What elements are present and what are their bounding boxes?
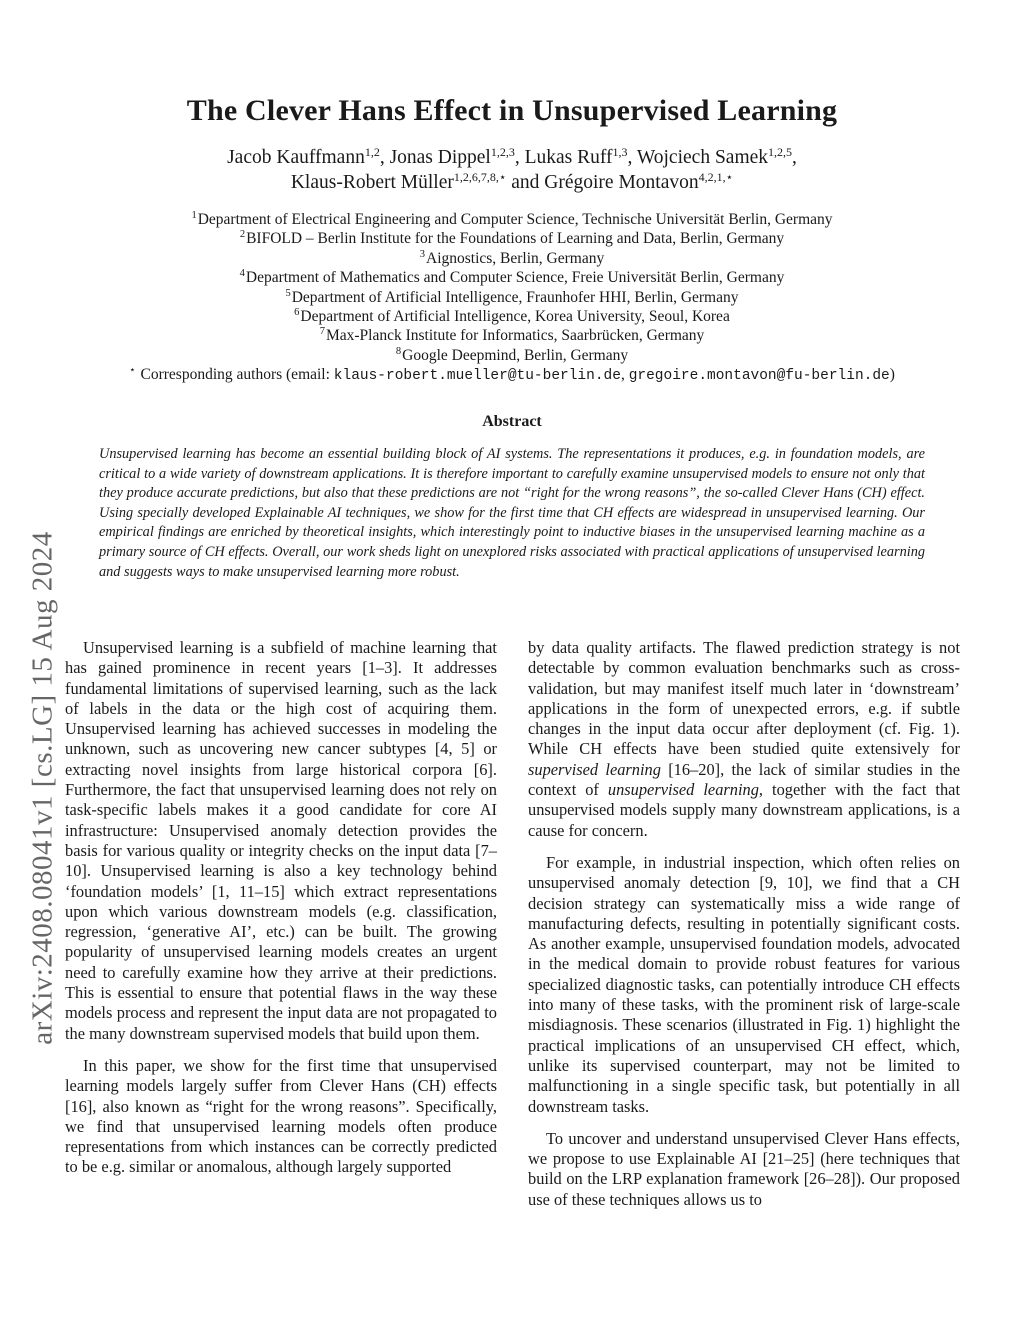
author: Grégoire Montavon$^{4,2,1,⋆}$: [544, 170, 734, 193]
affiliation-list: [0, 210, 1024, 387]
author: Wojciech Samek$^{1,2,5}$,: [636, 145, 797, 168]
affiliation: $^6$Department of Artificial Intelligence, Korea University, Seoul, Korea: [294, 307, 730, 326]
author-list: [0, 145, 1024, 195]
author: Lukas Ruff$^{1,3}$,: [524, 145, 637, 168]
author: Klaus-Robert Müller$^{1,2,6,7,8,⋆}$ and: [290, 170, 545, 193]
abstract-heading: Abstract: [482, 413, 542, 430]
affiliation: $^8$Google Deepmind, Berlin, Germany: [395, 345, 629, 364]
body-paragraph: In this paper, we show for the first time that unsupervised learning models largely suffer from Clever Hans (CH) effects [16], also known as “right for the wrong reasons”. Specifically, we find that unsupervised learning models often produce representations from which instances can be correctly predicted to be e.g. similar or anomalous, although largely supported: [65, 1055, 497, 1177]
body-column-left: [65, 638, 497, 1178]
email-link[interactable]: gregoire.montavon@fu-berlin.de: [628, 368, 890, 385]
affiliation: $^5$Department of Artificial Intelligence, Fraunhofer HHI, Berlin, Germany: [285, 287, 739, 306]
author: Jacob Kauffmann$^{1,2}$,: [227, 145, 390, 168]
affiliation: $^3$Aignostics, Berlin, Germany: [419, 248, 605, 267]
body-paragraph: by data quality artifacts. The flawed prediction strategy is not detectable by common evaluation benchmarks such as cross-validation, but may manifest itself much later in ‘downstream’ applications in the form of unexpected errors, e.g. if subtle changes in the input data occur after deployment (cf. Fig. 1). While CH effects have been studied quite extensively for supervised learning [16–20], the lack of similar studies in the context of unsupervised learning, together with the fact that unsupervised models supply many downstream applications, is a cause for concern.: [528, 638, 960, 840]
body-paragraph: To uncover and understand unsupervised Clever Hans effects, we propose to use Explainable AI [21–25] (here techniques that build on the LRP explanation framework [26–28]). Our proposed use of these techniques allows us to: [528, 1128, 960, 1209]
affiliation: $^1$Department of Electrical Engineering and Computer Science, Technische Universität Berlin, Germany: [191, 210, 833, 228]
body-paragraph: For example, in industrial inspection, which often relies on unsupervised anomaly detection [9, 10], we find that a CH decision strategy can systematically miss a wide range of manufacturing defects, resulting in potentially significant costs. As another example, unsupervised foundation models, advocated in the medical domain to provide robust features for various specialized diagnostic tasks, can potentially introduce CH effects into many of these tasks, with the prominent risk of large-scale misdiagnosis. These scenarios (illustrated in Fig. 1) highlight the practical implications of an unsupervised CH effect, which, unlike its supervised counterpart, may not be limited to malfunctioning in a single specific task, but potentially in all downstream tasks.: [528, 852, 960, 1116]
body-paragraph: Unsupervised learning is a subfield of machine learning that has gained prominence in recent years [1–3]. It addresses fundamental limitations of supervised learning, such as the lack of labels in the data or the high cost of acquiring them. Unsupervised learning has achieved successes in modeling the unknown, such as uncovering new cancer subtypes [4, 5] or extracting novel insights from large historical corpora [6]. Furthermore, the fact that unsupervised learning does not rely on task-specific labels makes it a good candidate for core AI infrastructure: Unsupervised anomaly detection provides the basis for various quality or integrity checks on the input data [7–10]. Unsupervised learning is also a key technology behind ‘foundation models’ [1, 11–15] which extract representations upon which various downstream models (e.g. classification, regression, ‘generative AI’, etc.) can be built. The growing popularity of unsupervised learning models creates an urgent need to carefully examine how they arrive at their predictions. This is essential to ensure that potential flaws in the way these models process and represent the input data are not propagated to the many downstream supervised models that build upon them.: [65, 638, 497, 1043]
email-link[interactable]: klaus-robert.mueller@tu-berlin.de: [333, 368, 621, 385]
body-column-right: [528, 638, 960, 1210]
affiliation: $^2$BIFOLD – Berlin Institute for the Foundations of Learning and Data, Berlin, Germany: [239, 229, 785, 248]
affiliation: $^4$Department of Mathematics and Computer Science, Freie Universität Berlin, Germany: [239, 268, 785, 287]
abstract-text: Unsupervised learning has become an essential building block of AI systems. The representations it produces, e.g. in foundation models, are critical to a wide variety of downstream applications. It is therefore important to carefully examine unsupervised models to ensure not only that they produce accurate predictions, but also that these predictions are not “right for the wrong reasons”, the so-called Clever Hans (CH) effect. Using specially developed Explainable AI techniques, we show for the first time that CH effects are widespread in unsupervised learning. Our empirical findings are enriched by theoretical insights, which interestingly point to inductive biases in the unsupervised learning machine as a primary source of CH effects. Overall, our work sheds light on unexplored risks associated with practical applications of unsupervised learning and suggests ways to make unsupervised learning more robust.: [99, 446, 925, 580]
affiliation: $^7$Max-Planck Institute for Informatics, Saarbrücken, Germany: [319, 326, 705, 345]
paper-title: The Clever Hans Effect in Unsupervised Learning: [186, 94, 838, 127]
corresponding-authors: ⋆ Corresponding authors (email: klaus-robert.mueller@tu-berlin.de, gregoire.montavon@fu-berlin.de): [129, 365, 895, 385]
arxiv-identifier: arXiv:2408.08041v1 [cs.LG] 15 Aug 2024: [26, 531, 59, 1045]
author: Jonas Dippel$^{1,2,3}$,: [389, 145, 525, 168]
